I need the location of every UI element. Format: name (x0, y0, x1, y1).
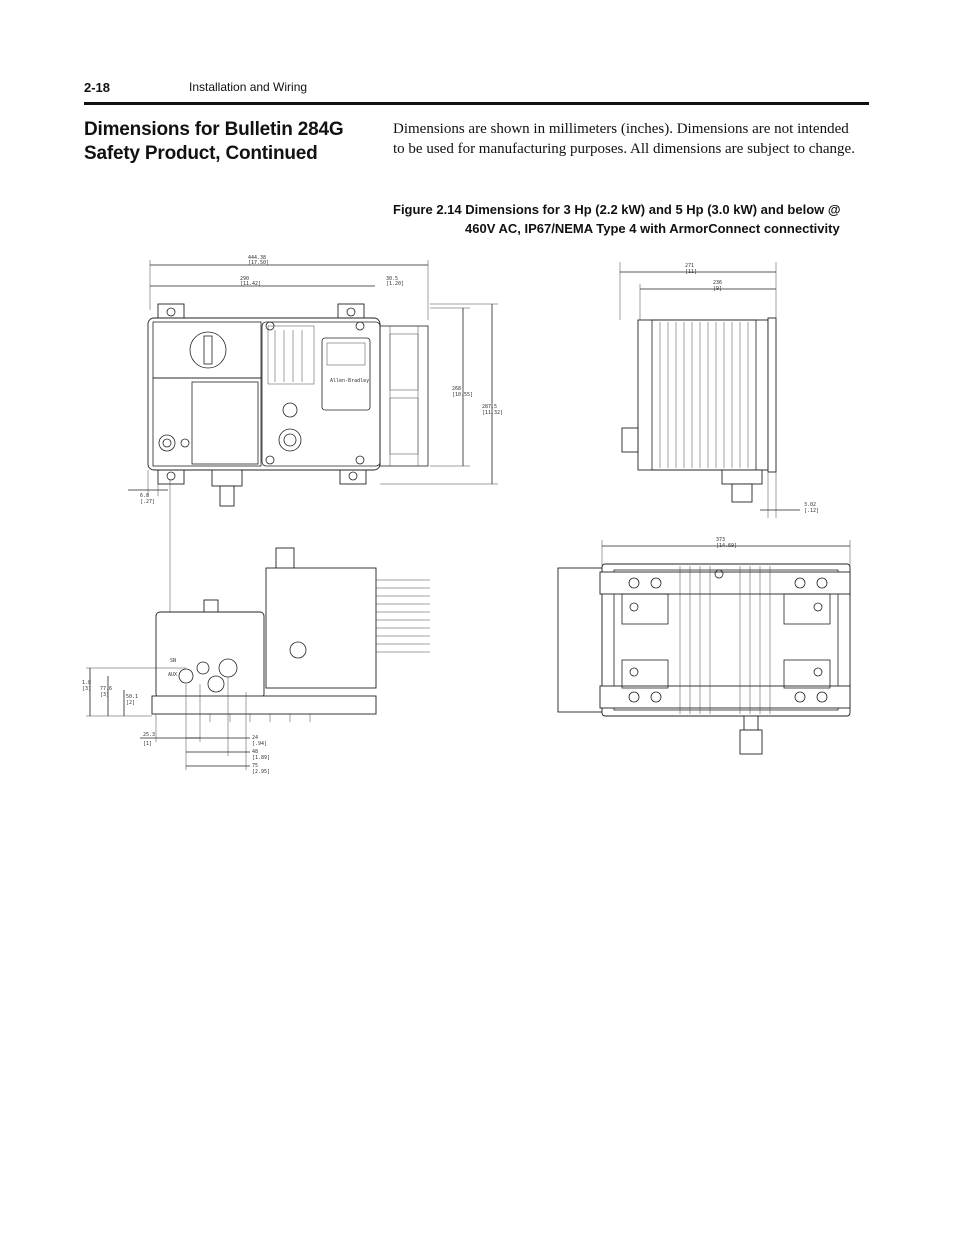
side-view (620, 262, 819, 518)
dim-front-height: 268 (452, 386, 462, 392)
section-title-line1: Dimensions for Bulletin 284G (84, 119, 344, 140)
dim-front-partial: 290 (240, 276, 250, 282)
dim-front-width-in: [17.50] (248, 260, 270, 266)
dim-lower-w4: 75 (252, 763, 259, 769)
dim-lower-h1-in: [3] (82, 686, 92, 692)
port-aux-label: AUX (168, 672, 178, 678)
dim-lower-w3: 48 (252, 749, 259, 755)
dim-side-bottom: 3.02 (804, 502, 817, 508)
lower-left-view (82, 548, 430, 775)
section-title-line2: Safety Product, Continued (84, 143, 318, 164)
chapter-title: Installation and Wiring (189, 80, 308, 94)
dim-front-height-total: 287.5 (482, 404, 498, 410)
dim-lower-h3: 50.1 (126, 694, 139, 700)
dim-side-width-in: [11] (685, 269, 698, 275)
dim-lower-w2: 24 (252, 735, 259, 741)
dim-front-partial-in: [11.42] (240, 281, 262, 287)
dim-lower-w4-in: [2.95] (252, 769, 271, 775)
bottom-view (558, 537, 850, 754)
dim-lower-h3-in: [2] (126, 700, 136, 706)
dim-side-width: 271 (685, 263, 695, 269)
dim-front-right-offset-in: [1.20] (386, 281, 405, 287)
dim-bottom-width: 373 (716, 537, 726, 543)
dim-lower-w3-in: [1.89] (252, 755, 271, 761)
dim-lower-h2-in: [3] (100, 692, 110, 698)
dim-front-left-offset-in: [.27] (140, 499, 156, 505)
figure-caption-line1: Figure 2.14 Dimensions for 3 Hp (2.2 kW) and 5 Hp (3.0 kW) and below @ (393, 202, 841, 217)
dim-lower-w2-in: [.94] (252, 741, 268, 747)
dim-front-height-in: [10.55] (452, 392, 474, 398)
dim-front-right-offset: 30.5 (386, 276, 399, 282)
dim-lower-h1: 1.8 (82, 680, 92, 686)
dim-front-width: 444.38 (248, 255, 267, 261)
port-sn-label: SN (170, 658, 177, 664)
dim-front-left-offset: 6.8 (140, 493, 150, 499)
dim-side-inner: 236 (713, 280, 723, 286)
front-view (128, 255, 503, 620)
dim-bottom-width-in: [14.69] (716, 543, 738, 549)
figure-caption-line2: 460V AC, IP67/NEMA Type 4 with ArmorConnect connectivity (465, 221, 840, 236)
dim-lower-w1: 25.3 (143, 732, 156, 738)
dim-side-bottom-in: [.12] (804, 508, 820, 514)
dim-side-inner-in: [9] (713, 286, 723, 292)
brand-label: Allen-Bradley (330, 378, 370, 384)
dim-front-height-total-in: [11.32] (482, 410, 504, 416)
intro-paragraph: Dimensions are shown in millimeters (inches). Dimensions are not intended to be used for manufacturing purposes. All dimensions are subject to change. (393, 121, 855, 157)
dim-lower-w1-in: [1] (143, 741, 153, 747)
page-number: 2-18 (84, 80, 111, 95)
dim-lower-h2: 77.6 (100, 686, 113, 692)
